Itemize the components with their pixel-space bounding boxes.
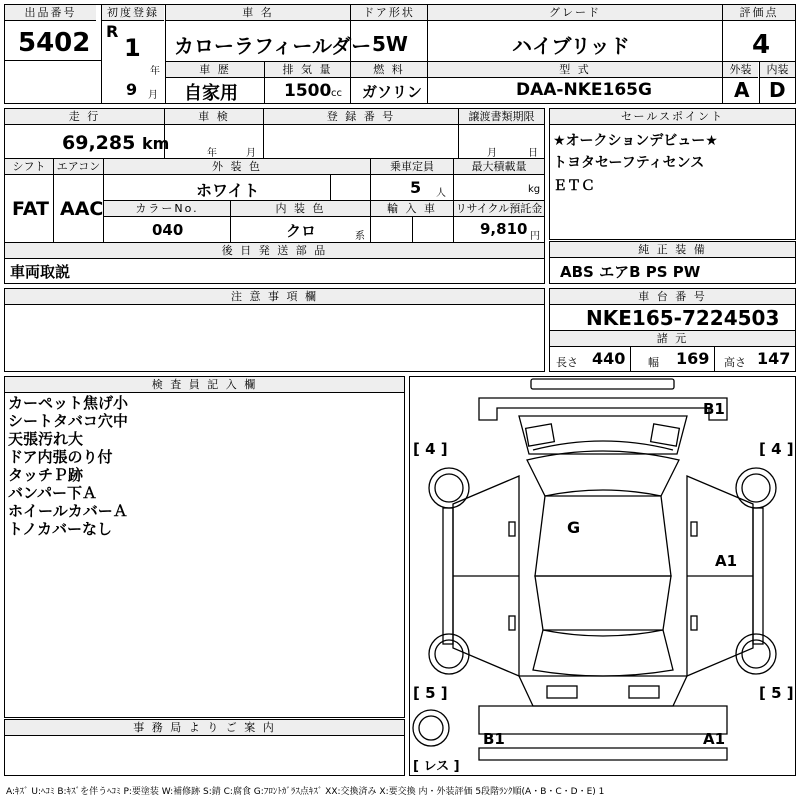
lot-number: 5402 [18, 28, 91, 58]
deadline-month-unit: 月 [487, 148, 497, 159]
first-reg-label: 初度登録 [102, 5, 164, 21]
era: R [106, 22, 119, 41]
model-code: DAA-NKE165G [516, 80, 652, 100]
equipment-label: 純 正 装 備 [550, 242, 795, 258]
mark-b1-bottom: B1 [483, 730, 505, 748]
lot-label: 出品番号 [5, 5, 96, 21]
mark-a1-bottom: A1 [703, 730, 726, 748]
note-2: シートタバコ穴中 [8, 412, 128, 430]
width: 169 [676, 349, 710, 368]
office-label: 事 務 局 よ り ご 案 内 [5, 720, 404, 736]
year-unit: 年 [150, 66, 160, 77]
deadline-label: 譲渡書類期限 [459, 109, 544, 125]
fuel-label: 燃 料 [351, 62, 427, 78]
recycle-unit: 円 [530, 231, 540, 242]
shift: FAT [12, 198, 49, 220]
color-no: 040 [152, 221, 184, 239]
note-1: カーペット焦げ小 [8, 394, 129, 412]
recycle-label: リサイクル預託金 [455, 202, 543, 215]
int-color-unit: 系 [355, 231, 365, 242]
mark-tire-fr: [ 4 ] [759, 440, 794, 458]
ac: AAC [60, 198, 104, 220]
insp-month-unit: 月 [246, 148, 256, 159]
height: 147 [757, 349, 791, 368]
car-name: カローラフィールダー [174, 34, 372, 58]
reg-no-label: 登 録 番 号 [264, 109, 458, 125]
history-label: 車 歴 [166, 62, 264, 78]
chassis-label: 車 台 番 号 [550, 289, 795, 305]
score-label: 評価点 [723, 5, 795, 21]
import-label: 輸 入 車 [371, 201, 453, 217]
note-5: タッチＰ跡 [8, 466, 84, 484]
displacement: 1500 [284, 81, 332, 101]
mark-a1-right: A1 [715, 552, 738, 570]
displacement-unit: cc [331, 88, 342, 99]
int-label: 内装 [760, 62, 795, 78]
mileage-unit: km [142, 134, 170, 153]
model-label: 型 式 [428, 62, 722, 78]
color-no-label: カラーNo. [104, 201, 230, 217]
sales-point-2: トヨタセーフティセンス [553, 155, 705, 171]
mark-b1-top: B1 [703, 400, 725, 418]
mark-g: G [567, 518, 581, 537]
note-7: ホイールカバーＡ [8, 502, 128, 520]
ac-label: エアコン [54, 159, 103, 175]
max-load-unit: kg [528, 184, 541, 195]
sales-point-1: ★オークションデビュー★ [553, 133, 718, 149]
mark-tire-rr: [ 5 ] [759, 684, 794, 702]
grade: ハイブリッド [512, 34, 630, 58]
ext-color-label: 外 装 色 [104, 159, 370, 175]
shift-label: シフト [5, 159, 53, 175]
deadline-day-unit: 日 [528, 148, 538, 159]
chassis-number: NKE165-7224503 [586, 306, 780, 330]
ext-label: 外装 [723, 62, 758, 78]
car-name-label: 車 名 [166, 5, 350, 21]
first-reg-month: 9 [126, 80, 138, 99]
fuel: ガソリン [362, 83, 423, 101]
int-grade: D [769, 78, 786, 102]
inspection-label: 車 検 [165, 109, 263, 125]
inspector-notes [8, 394, 128, 538]
mileage-label: 走 行 [5, 109, 164, 125]
max-load-label: 最大積載量 [454, 159, 544, 175]
length-label: 長さ [556, 356, 578, 369]
mark-tire-fl: [ 4 ] [413, 440, 448, 458]
note-8: トノカバーなし [8, 520, 112, 538]
displacement-label: 排 気 量 [265, 62, 350, 78]
int-color-label: 内 装 色 [231, 201, 370, 217]
later-parts-label: 後 日 発 送 部 品 [5, 243, 544, 259]
legend: A:ｷｽﾞ U:ﾍｺﾐ B:ｷｽﾞを伴うﾍｺﾐ P:要塗装 W:補修跡 S:錆 C:腐食 G:ﾌﾛﾝﾄｶﾞﾗｽ点ｷｽﾞ XX:交換済み X:要交換 内・外装評価 5段階ﾗﾝｸ順(A・B・C・D・E) 1 [6, 787, 605, 797]
ext-color: ホワイト [196, 181, 260, 200]
mileage: 69,285 [62, 132, 136, 154]
door-type: 5W [372, 32, 408, 56]
door-label: ドア形状 [351, 5, 427, 21]
sales-point-3: ＥＴＣ [553, 178, 595, 194]
note-3: 天張汚れ大 [8, 430, 84, 448]
capacity: 5 [410, 178, 422, 197]
recycle-fee: 9,810 [480, 220, 528, 238]
width-label: 幅 [648, 356, 659, 369]
inspector-label: 検 査 員 記 入 欄 [5, 377, 404, 393]
int-color: クロ [286, 222, 317, 240]
capacity-label: 乗車定員 [371, 159, 453, 175]
mark-tire-rl: [ 5 ] [413, 684, 448, 702]
first-reg-year: 1 [124, 34, 141, 62]
later-parts: 車両取説 [10, 263, 71, 281]
caution-label: 注 意 事 項 欄 [5, 289, 544, 305]
mark-spare: [ レス ] [413, 759, 460, 774]
month-unit: 月 [148, 90, 158, 101]
note-6: バンパー下Ａ [8, 484, 97, 502]
sales-label: セールスポイント [550, 109, 795, 125]
equipment-items: ABS エアB PS PW [560, 263, 701, 281]
height-label: 高さ [724, 356, 746, 369]
length: 440 [592, 349, 626, 368]
car-diagram [409, 376, 796, 776]
capacity-unit: 人 [436, 188, 446, 199]
note-4: ドア内張のり付 [8, 448, 113, 466]
sales-points-box [549, 108, 796, 240]
history: 自家用 [184, 83, 238, 104]
grade-label: グレード [428, 5, 722, 21]
score: 4 [752, 30, 771, 60]
ext-grade: A [734, 78, 750, 102]
spec-label: 諸 元 [550, 331, 795, 347]
insp-year-unit: 年 [207, 148, 217, 159]
